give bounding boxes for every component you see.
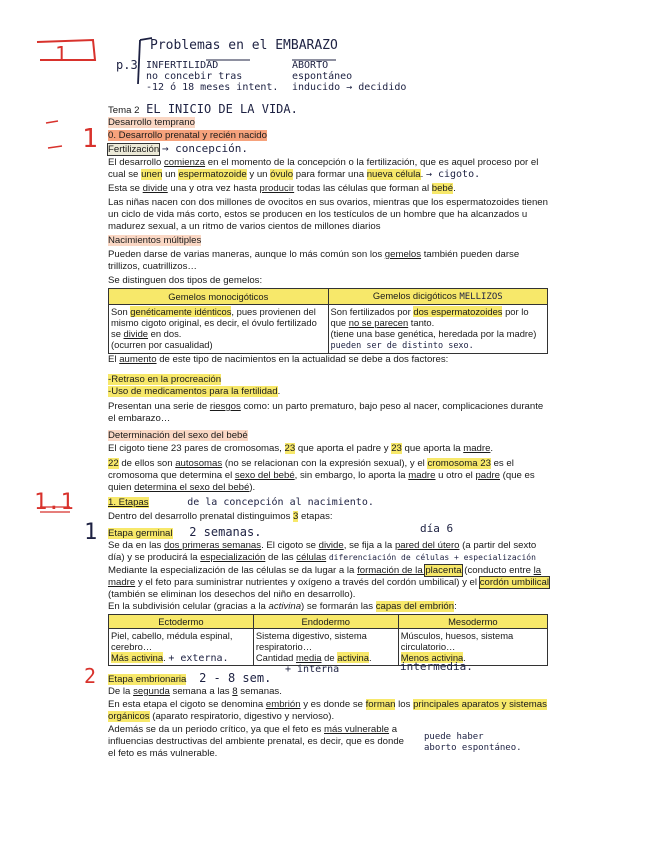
section-prenatal: 0. Desarrollo prenatal y recién nacido [108, 130, 267, 141]
margin-number: 1 [84, 520, 98, 545]
note-intermedia: intermedia. [400, 660, 473, 673]
paragraph-riesgos: Presentan una serie de riesgos como: un parto prematuro, bajo peso al nacer, complicaciones durante el embarazo… [108, 401, 544, 424]
header-dicigoticos: Gemelos dicigóticos MELLIZOS [328, 289, 548, 305]
paragraph-semanas: De la segunda semana a las 8 semanas. [108, 686, 282, 697]
paragraph-autosomas: 22 de ellos son autosomas (no se relacionan con la expresión sexual), y el cromosoma 23 es el cromosoma que determina el sexo del bebé, sin embargo, lo aporta la madre u otro el padre (que es quien determina el sexo del bebé). [108, 458, 535, 493]
paragraph-vulnerable: Además se da un periodo crítico, ya que el feto es más vulnerable a influencias destructivas del ambiente prenatal, es decir, que es donde el feto es más vulnerable. [108, 724, 404, 759]
note-aborto: puede haber aborto espontáneo. [424, 732, 522, 753]
paragraph-concepcion: El desarrollo comienza en el momento de la concepción o la fertilización, que es aquel proceso por el cual se unen un espermatozoide y un óvulo para formar una nueva célula. → cigoto. [108, 157, 539, 180]
paragraph-germinal: Se da en las dos primeras semanas. El cigoto se divide, se fija a la pared del útero (a partir del sexto día) y se producirá la especialización de las células diferenciación de células + especialización [108, 540, 537, 563]
cell-ectodermo: Piel, cabello, médula espinal, cerebro… Más activina. + externa. [109, 629, 254, 666]
cell-monocigoticos: Son genéticamente idénticos, pues provienen del mismo cigoto original, es decir, el óvulo fertilizado se divide en dos. (ocurren por casualidad) [109, 305, 329, 354]
margin-number: 2 [84, 664, 97, 688]
paragraph-etapas: Dentro del desarrollo prenatal distinguimos 3 etapas: [108, 511, 333, 522]
factor-retraso: -Retraso en la procreación [108, 374, 222, 385]
section-fertilizacion: Fertilización → concepción. [108, 142, 248, 155]
notes-infertility: INFERTILIDAD no concebir tras -12 ó 18 meses intent. [146, 60, 279, 93]
margin-number: 1 [82, 124, 98, 154]
layers-table [108, 614, 548, 666]
factor-medicamentos: -Uso de medicamentos para la fertilidad. [108, 386, 281, 397]
paragraph-division: Esta se divide una y otra vez hasta producir todas las células que forman al bebé. [108, 183, 456, 194]
paragraph-capas: En la subdivisión celular (gracias a la activina) se formarán las capas del embrión: [108, 601, 457, 612]
header-monocigoticos: Gemelos monocigóticos [109, 289, 329, 305]
paragraph-gemelos: Pueden darse de varias maneras, aunque lo más común son los gemelos también pueden darse trillizos, cuatrillizos… [108, 249, 520, 272]
cell-dicigoticos: Son fertilizados por dos espermatozoides por lo que no se parecen tanto. (tiene una base genética, heredada por la madre) pueden ser de distinto sexo. [328, 305, 548, 354]
paragraph-tipos: Se distinguen dos tipos de gemelos: [108, 275, 263, 286]
paragraph-cromosomas: El cigoto tiene 23 pares de cromosomas, 23 que aporta el padre y 23 que aporta la madre. [108, 443, 494, 454]
margin-number: 1 [55, 42, 68, 66]
tema-heading: Tema 2 EL INICIO DE LA VIDA. [108, 102, 298, 116]
paragraph-placenta: Mediante la especialización de las células se da lugar a la formación de la placenta (conducto entre la madre y el feto para suministrar nutrientes y oxígeno a través del cordón umbilical) y el cordón umbilical (también se eliminan los desechos del niño en desarrollo). [108, 565, 550, 600]
header-endodermo: Endodermo [253, 615, 398, 629]
paragraph-ovocitos: Las niñas nacen con dos millones de ovocitos en sus ovarios, mientras que los espermatozoides tienen un ciclo de vida más corto, estos se producen en los testículos de un hombre que ha alcanzados u madurez sexual, a un ritmo de varios cientos de millones diarios [108, 197, 548, 232]
margin-number: 1.1 [34, 490, 74, 515]
note-interna: + interna [285, 664, 340, 675]
paragraph-aumento: El aumento de este tipo de nacimientos en la actualidad se debe a dos factores: [108, 354, 449, 365]
section-temprano: Desarrollo temprano [108, 117, 195, 128]
cell-endodermo: Sistema digestivo, sistema respiratorio… Cantidad media de activina. [253, 629, 398, 666]
section-embrionaria: Etapa embrionaria 2 - 8 sem. [108, 671, 272, 685]
section-sexo: Determinación del sexo del bebé [108, 430, 248, 441]
section-germinal: Etapa germinal 2 semanas. [108, 525, 262, 539]
paragraph-embrion: En esta etapa el cigoto se denomina embrión y es donde se forman los principales aparatos y sistemas orgánicos (aparato respiratorio, digestivo y nervioso). [108, 699, 547, 722]
notes-title: Problemas en el EMBARAZO [150, 38, 338, 53]
twins-table [108, 288, 548, 354]
section-multiples: Nacimientos múltiples [108, 235, 202, 246]
note-dia6: día 6 [420, 522, 454, 535]
notes-abortion: ABORTO espontáneo inducido → decidido [292, 60, 407, 93]
cell-mesodermo: Músculos, huesos, sistema circulatorio… Menos activina. [398, 629, 547, 666]
section-etapas: 1. Etapas de la concepción al nacimiento. [108, 497, 374, 508]
header-mesodermo: Mesodermo [398, 615, 547, 629]
header-ectodermo: Ectodermo [109, 615, 254, 629]
notes-page-ref: p.3 [116, 58, 138, 72]
